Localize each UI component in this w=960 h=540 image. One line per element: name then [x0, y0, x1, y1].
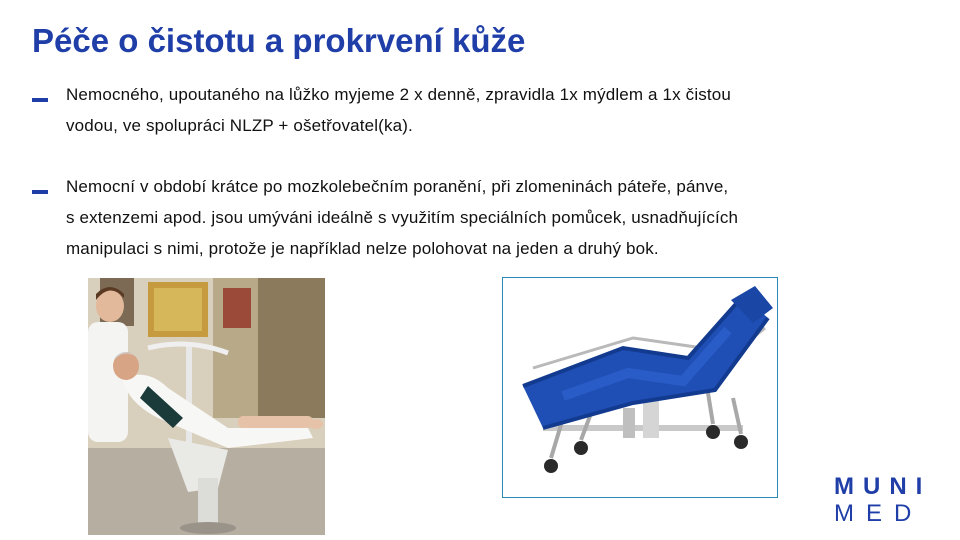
bullet-line: Nemocní v období krátce po mozkolebečním poranění, při zlomeninách páteře, pánve, — [66, 177, 729, 196]
bullet-line: vodou, ve spolupráci NLZP + ošetřovatel(ka). — [66, 116, 413, 135]
slide-title: Péče o čistotu a prokrvení kůže — [32, 22, 526, 59]
bullet-text — [66, 171, 852, 264]
bullet-item — [32, 79, 852, 141]
bullet-line: s extenzemi apod. jsou umýváni ideálně s využitím speciálních pomůcek, usnadňujících — [66, 208, 739, 227]
patient-lift-photo — [88, 278, 325, 535]
bullet-text — [66, 79, 852, 141]
shower-trolley-photo — [502, 277, 778, 498]
bullet-item — [32, 171, 852, 264]
bullet-marker-icon — [32, 98, 48, 102]
bullet-line: manipulaci s nimi, protože je například nelze polohovat na jeden a druhý bok. — [66, 239, 659, 258]
bullet-line: Nemocného, upoutaného na lůžko myjeme 2 x denně, zpravidla 1x mýdlem a 1x čistou — [66, 85, 731, 104]
logo-line-muni: MUNI — [834, 473, 932, 500]
bullet-marker-icon — [32, 190, 48, 194]
logo-line-med: MED — [834, 500, 924, 527]
muni-med-logo — [834, 474, 934, 530]
